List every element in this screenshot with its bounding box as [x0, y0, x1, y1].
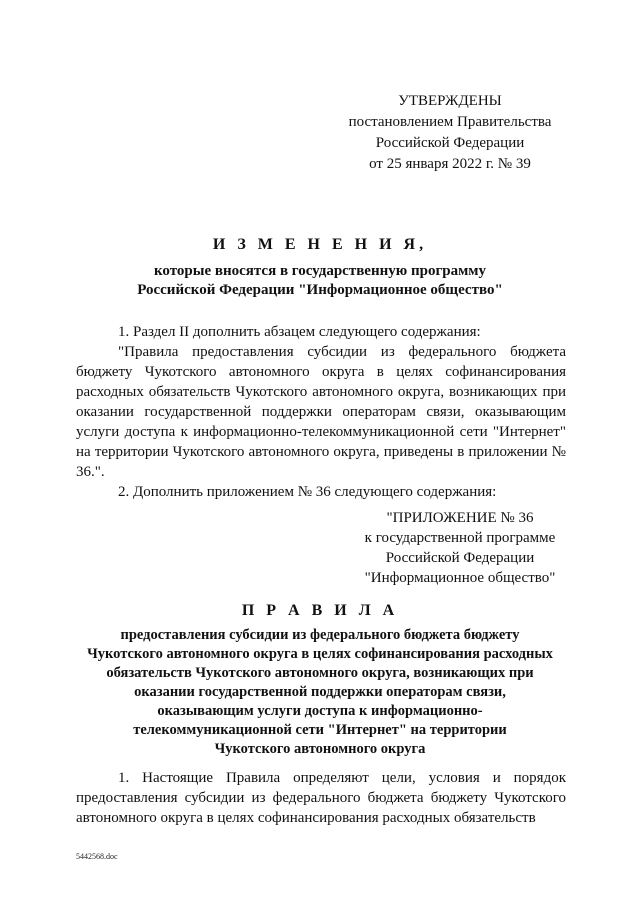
approval-block — [330, 91, 570, 175]
appendix-line: Российской Федерации — [385, 550, 535, 566]
appendix-line: к государственной программе — [364, 530, 556, 546]
changes-subtitle-line: которые вносятся в государственную программу — [153, 263, 487, 279]
approval-line: Российской Федерации — [375, 135, 525, 151]
rules-subtitle-line: Чукотского автономного округа — [214, 741, 426, 757]
appendix-block — [350, 508, 570, 588]
changes-subtitle-line: Российской Федерации "Информационное общество" — [137, 282, 503, 298]
changes-title: И З М Е Н Е Н И Я, — [212, 236, 428, 253]
approval-line: постановлением Правительства — [348, 114, 552, 130]
rules-subtitle-line: оказывающим услуги доступа к информационно- — [157, 703, 483, 719]
changes-subtitle — [60, 262, 580, 300]
rules-subtitle — [60, 626, 580, 759]
rules-subtitle-line: Чукотского автономного округа в целях софинансирования расходных — [87, 646, 553, 662]
rules-subtitle-line: обязательств Чукотского автономного округа, возникающих при — [106, 665, 534, 681]
approval-line: от 25 января 2022 г. № 39 — [369, 156, 531, 172]
rules-subtitle-line: предоставления субсидии из федерального бюджета бюджету — [120, 627, 520, 643]
approval-line: УТВЕРЖДЕНЫ — [398, 93, 502, 109]
rules-body — [76, 768, 566, 828]
paragraph-quote: "Правила предоставления субсидии из федерального бюджета бюджету Чукотского автономного округа в целях софинансирования расходных обязательств Чукотского автономного округа, возникающих при оказании государственной поддержки операторам связи, оказывающим услуги доступа к информационно-телекоммуникационной сети "Интернет" на территории Чукотского автономного округа, приведены в приложении № 36.". — [76, 344, 566, 480]
paragraph-item-1: 1. Раздел II дополнить абзацем следующего содержания: — [118, 324, 481, 340]
rules-title: П Р А В И Л А — [241, 602, 399, 619]
footer-filename: 5442568.doc — [76, 852, 118, 861]
rules-item-1: 1. Настоящие Правила определяют цели, условия и порядок предоставления субсидии из федерального бюджета бюджету Чукотского автономного округа в целях софинансирования расходных обязательств — [76, 770, 566, 826]
rules-subtitle-line: оказании государственной поддержки операторам связи, — [134, 684, 506, 700]
paragraph-item-2: 2. Дополнить приложением № 36 следующего содержания: — [118, 484, 497, 500]
rules-subtitle-line: телекоммуникационной сети "Интернет" на территории — [133, 722, 507, 738]
appendix-line: "ПРИЛОЖЕНИЕ № 36 — [386, 510, 534, 526]
appendix-line: "Информационное общество" — [364, 570, 556, 586]
changes-body — [76, 322, 566, 502]
